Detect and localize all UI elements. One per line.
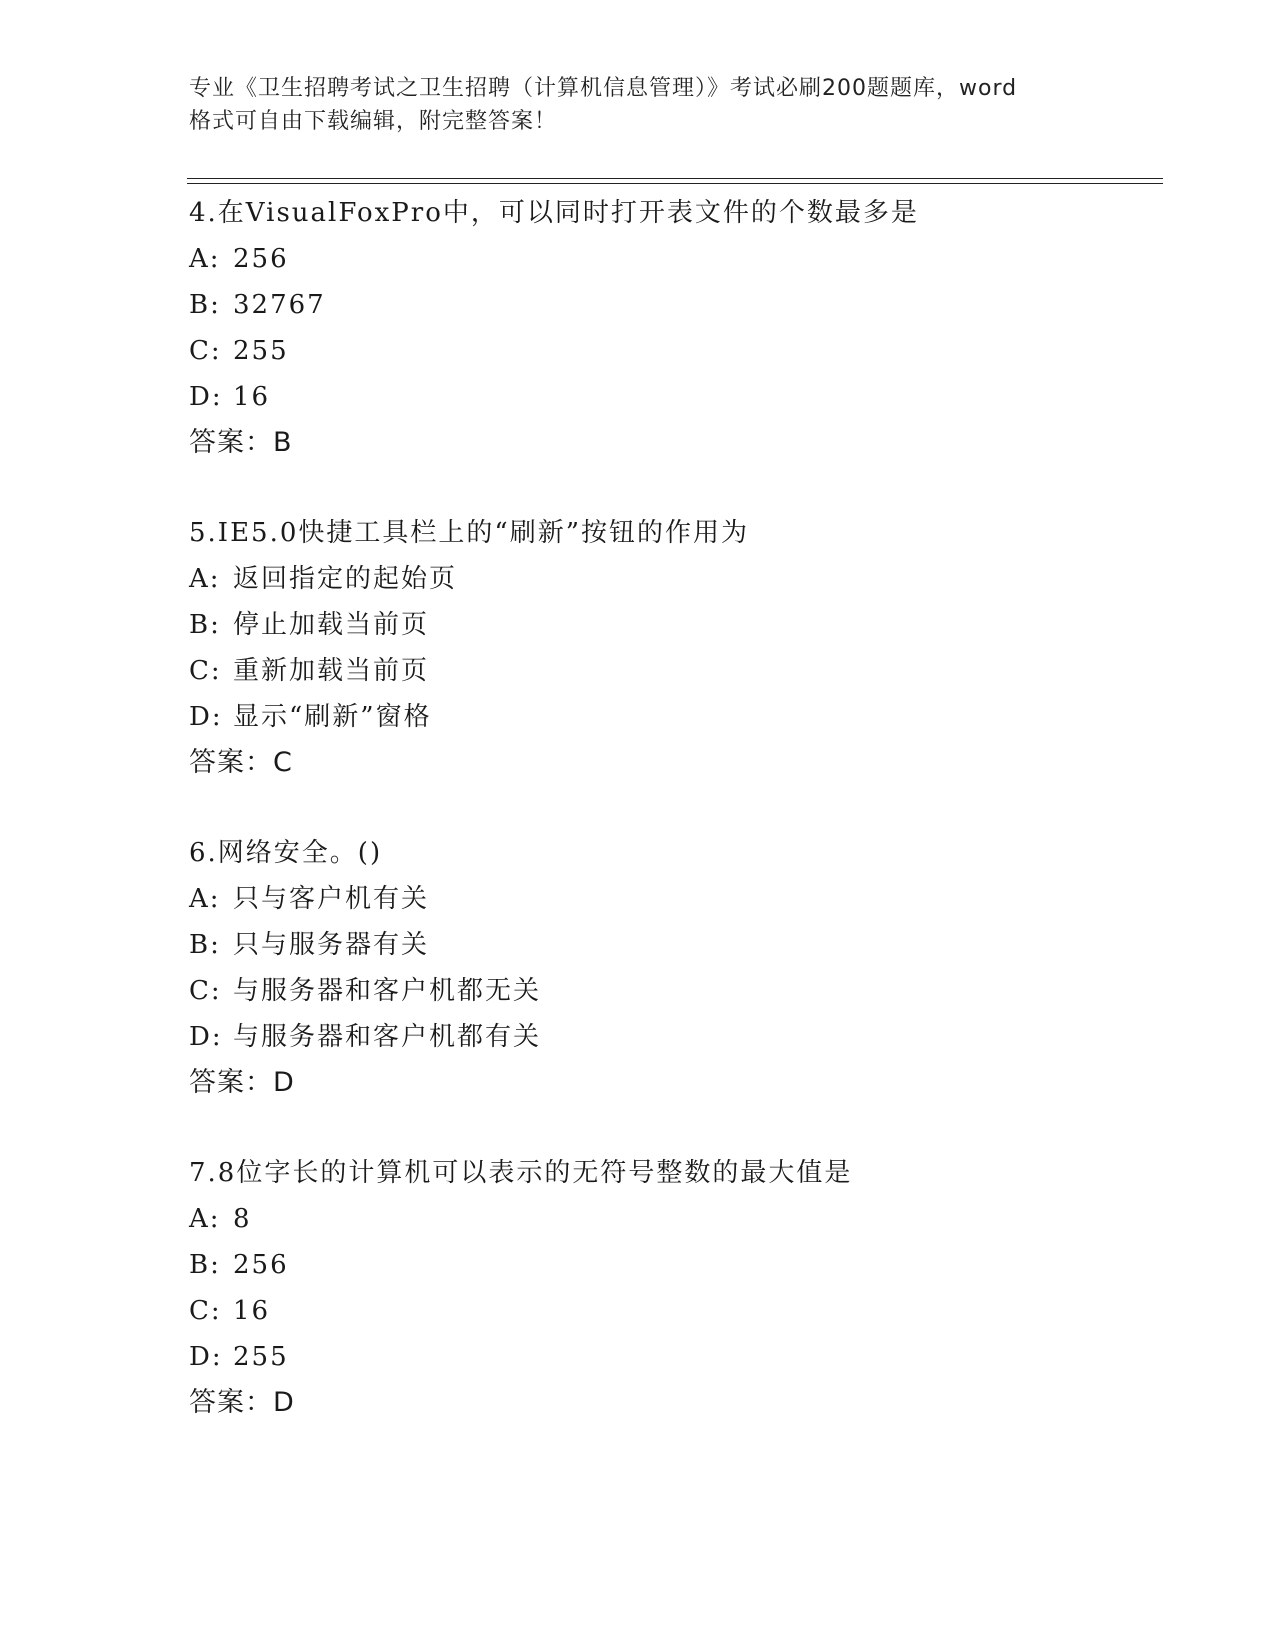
option-key: A:	[189, 1204, 221, 1234]
question-title: 7.8位字长的计算机可以表示的无符号整数的最大值是	[189, 1158, 853, 1188]
option-d	[189, 1014, 1149, 1060]
option-c	[189, 648, 1149, 694]
question-list	[189, 190, 1149, 1470]
question-7	[189, 1150, 1149, 1426]
answer-line: 答案：B	[189, 427, 293, 458]
answer-line: 答案：D	[189, 1387, 295, 1418]
option-d	[189, 1334, 1149, 1380]
option-text: 显示“刷新”窗格	[233, 702, 432, 732]
option-text: 与服务器和客户机都无关	[233, 976, 542, 1006]
option-key: A:	[189, 244, 221, 274]
header-line-1: 专业《卫生招聘考试之卫生招聘（计算机信息管理）》考试必刷200题题库，word	[189, 76, 1018, 101]
header-divider-bottom	[187, 183, 1163, 184]
option-text: 返回指定的起始页	[233, 564, 458, 594]
option-text: 16	[233, 1296, 271, 1326]
option-key: C:	[189, 336, 222, 366]
option-text: 只与服务器有关	[233, 930, 430, 960]
option-a	[189, 876, 1149, 922]
option-d	[189, 694, 1149, 740]
question-4	[189, 190, 1149, 466]
question-title: 5.IE5.0快捷工具栏上的“刷新”按钮的作用为	[189, 518, 749, 548]
option-text: 32767	[233, 290, 326, 320]
option-text: 与服务器和客户机都有关	[233, 1022, 542, 1052]
answer-line: 答案：D	[189, 1067, 295, 1098]
option-b	[189, 1242, 1149, 1288]
option-a	[189, 236, 1149, 282]
option-key: A:	[189, 564, 221, 594]
option-text: 重新加载当前页	[233, 656, 430, 686]
option-key: B:	[189, 290, 221, 320]
option-a	[189, 556, 1149, 602]
option-text: 255	[233, 336, 289, 366]
option-key: D:	[189, 1022, 223, 1052]
option-key: C:	[189, 1296, 222, 1326]
question-6	[189, 830, 1149, 1106]
option-key: B:	[189, 610, 221, 640]
option-key: A:	[189, 884, 221, 914]
option-key: B:	[189, 930, 221, 960]
option-text: 16	[233, 382, 271, 412]
option-text: 255	[233, 1342, 289, 1372]
option-key: D:	[189, 1342, 223, 1372]
header-line-2: 格式可自由下载编辑，附完整答案！	[189, 109, 558, 134]
header-divider-top	[187, 178, 1163, 179]
option-text: 8	[233, 1204, 252, 1234]
question-5	[189, 510, 1149, 786]
question-title: 4.在VisualFoxPro中，可以同时打开表文件的个数最多是	[189, 198, 919, 228]
option-text: 停止加载当前页	[233, 610, 430, 640]
option-c	[189, 968, 1149, 1014]
option-key: D:	[189, 382, 223, 412]
option-key: C:	[189, 976, 222, 1006]
option-c	[189, 328, 1149, 374]
option-b	[189, 602, 1149, 648]
question-title: 6.网络安全。()	[189, 838, 383, 868]
answer-line: 答案：C	[189, 747, 293, 778]
option-b	[189, 922, 1149, 968]
option-key: D:	[189, 702, 223, 732]
option-text: 256	[233, 1250, 289, 1280]
option-key: B:	[189, 1250, 221, 1280]
option-text: 256	[233, 244, 289, 274]
option-c	[189, 1288, 1149, 1334]
option-a	[189, 1196, 1149, 1242]
document-header	[189, 72, 1089, 138]
option-key: C:	[189, 656, 222, 686]
option-b	[189, 282, 1149, 328]
option-text: 只与客户机有关	[233, 884, 430, 914]
option-d	[189, 374, 1149, 420]
